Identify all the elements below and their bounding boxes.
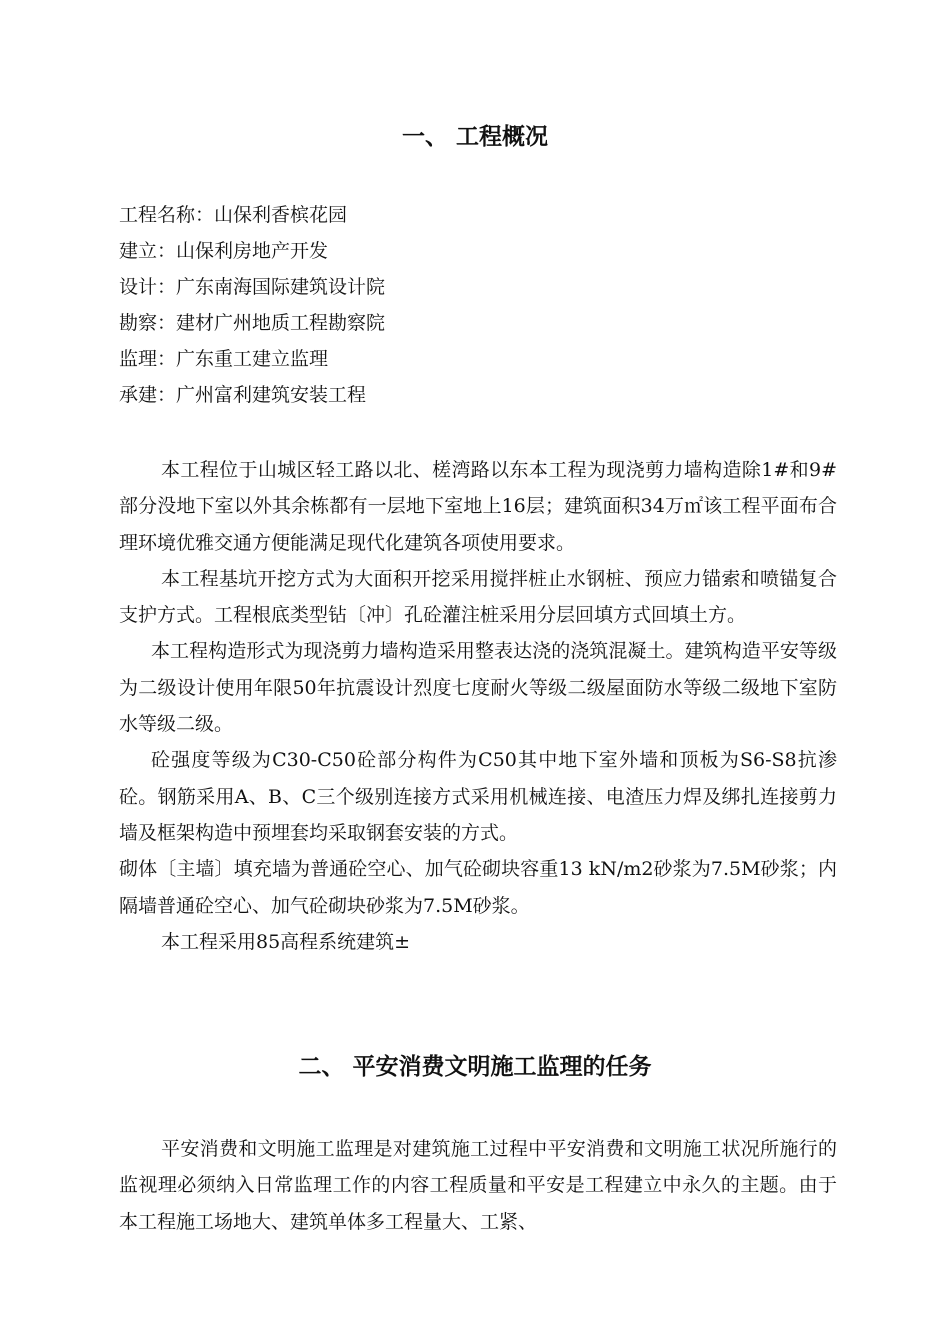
project-info-developer: 建立：山保利房地产开发: [119, 240, 329, 262]
section-title-safety-supervision: 二、 平安消费文明施工监理的任务: [298, 1054, 652, 1080]
project-info-surveyor: 勘察：建材广州地质工程勘察院: [119, 312, 386, 334]
paragraph-safety-intro: 平安消费和文明施工监理是对建筑施工过程中平安消费和文明施工状况所施行的监视理必须纳入日常监理工作的内容工程质量和平安是工程建立中永久的主题。由于本工程施工场地大、建筑单体多工程量大、工紧、: [119, 1138, 837, 1233]
paragraph-elevation: 本工程采用85高程系统建筑±: [161, 930, 411, 953]
project-info-supervisor: 监理：广东重工建立监理: [119, 348, 329, 370]
project-description: [119, 452, 837, 960]
paragraph-masonry: 砌体〔主墙〕填充墙为普通砼空心、加气砼砌块容重13 kN/m2砂浆为7.5M砂浆；内隔墙普通砼空心、加气砼砌块砂浆为7.5M砂浆。: [119, 858, 837, 917]
project-info-list: [119, 197, 839, 413]
project-info-contractor: 承建：广州富利建筑安装工程: [119, 384, 367, 406]
project-info-name: 工程名称：山保利香槟花园: [119, 204, 348, 226]
paragraph-excavation: 本工程基坑开挖方式为大面积开挖采用搅拌桩止水钢桩、预应力锚索和喷锚复合支护方式。工程根底类型钻〔冲〕孔砼灌注桩采用分层回填方式回填土方。: [119, 567, 837, 627]
paragraph-concrete-steel: 砼强度等级为C30-C50砼部分构件为C50其中地下室外墙和顶板为S6-S8抗渗砼。钢筋采用A、B、C三个级别连接方式采用机械连接、电渣压力焊及绑扎连接剪力墙及框架构造中预埋套均采取钢套安装的方式。: [119, 749, 837, 844]
paragraph-structure: 本工程构造形式为现浇剪力墙构造采用整表达浇的浇筑混凝土。建筑构造平安等级为二级设计使用年限50年抗震设计烈度七度耐火等级二级屋面防水等级二级地下室防水等级二级。: [119, 640, 837, 736]
section-title-project-overview: 一、 工程概况: [401, 124, 548, 150]
project-info-designer: 设计：广东南海国际建筑设计院: [119, 276, 386, 298]
safety-description: [119, 1131, 837, 1240]
paragraph-location: 本工程位于山城区轻工路以北、槎湾路以东本工程为现浇剪力墙构造除1#和9#部分没地下室以外其余栋都有一层地下室地上16层；建筑面积34万㎡该工程平面布合理环境优雅交通方便能满足现代化建筑各项使用要求。: [119, 459, 837, 554]
